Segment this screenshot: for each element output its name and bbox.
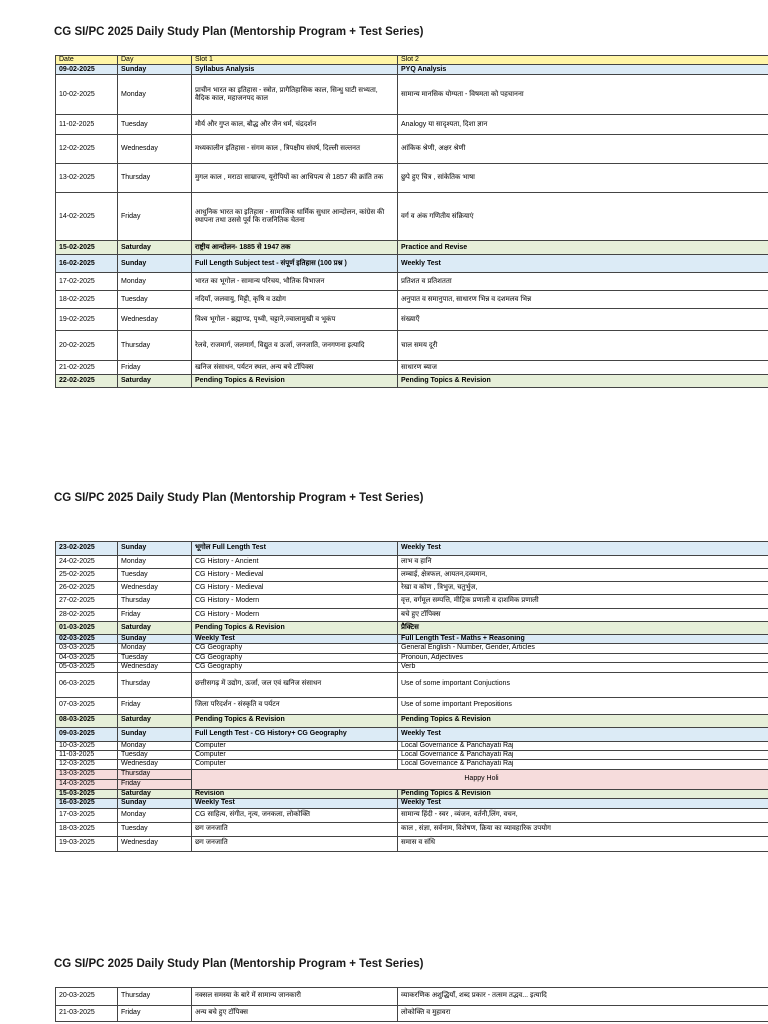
table-row <box>56 799 768 808</box>
row-slot2: Local Governance & Panchayati Raj <box>398 760 768 769</box>
page-title-1: CG SI/PC 2025 Daily Study Plan (Mentorship Program + Test Series) <box>54 26 424 38</box>
row-date: 05-03-2025 <box>56 663 118 672</box>
row-day: Thursday <box>118 595 192 609</box>
table-row <box>56 635 768 644</box>
table-row <box>56 595 768 609</box>
row-slot2: Pending Topics & Revision <box>398 789 768 798</box>
row-day: Wednesday <box>118 582 192 595</box>
table-row <box>56 672 768 697</box>
row-date: 20-03-2025 <box>56 988 118 1006</box>
row-slot2: रेखा व कोण , त्रिभुज, चतुर्भुज, <box>398 582 768 595</box>
row-day: Wednesday <box>118 663 192 672</box>
row-day: Tuesday <box>118 750 192 759</box>
row-slot2: व्याकरणिक अशुद्धियाँ, शब्द प्रकार - तत्सम तद्भव... इत्यादि <box>398 988 768 1006</box>
row-slot1: CG साहित्य, संगीत, नृत्य, जनकला, लोकोक्ति <box>192 808 398 822</box>
table-row <box>56 115 768 135</box>
row-day: Saturday <box>118 622 192 635</box>
row-slot2: प्रतिशत व प्रतिशतता <box>398 273 768 291</box>
row-slot1: Pending Topics & Revision <box>192 375 398 388</box>
row-slot2: वर्ग व अंक गणितीय संक्रियाएं <box>398 193 768 241</box>
row-slot1: CG Geography <box>192 653 398 662</box>
table-row <box>56 609 768 622</box>
row-day: Monday <box>118 273 192 291</box>
row-slot2: काल , संज्ञा, सर्वनाम, विशेषण, क्रिया का व्यावहारिक उपयोग <box>398 822 768 836</box>
table-row <box>56 375 768 388</box>
row-day: Tuesday <box>118 653 192 662</box>
holiday-cell: Happy Holi <box>192 769 768 789</box>
study-plan-table-1 <box>55 55 768 388</box>
row-day: Friday <box>118 609 192 622</box>
row-date: 22-02-2025 <box>56 375 118 388</box>
row-date: 13-03-2025 <box>56 769 118 779</box>
row-slot2: PYQ Analysis <box>398 65 768 75</box>
table-row <box>56 808 768 822</box>
row-slot1: अन्य बचे हुए टॉपिक्स <box>192 1006 398 1022</box>
table-row <box>56 750 768 759</box>
row-date: 12-03-2025 <box>56 760 118 769</box>
row-slot1: CG History - Modern <box>192 609 398 622</box>
table-row <box>56 569 768 582</box>
row-slot2: Weekly Test <box>398 727 768 741</box>
row-slot2: समास व संधि <box>398 836 768 851</box>
row-day: Saturday <box>118 789 192 798</box>
row-slot1: मुगल काल , मराठा साम्राज्य, यूरोपियों का आधिपत्य से 1857 की क्रांति तक <box>192 164 398 193</box>
row-date: 25-02-2025 <box>56 569 118 582</box>
row-day: Thursday <box>118 769 192 779</box>
study-plan-table-2 <box>55 541 768 852</box>
row-slot2: लम्बाई, क्षेत्रफल, आयतन,दव्यमान, <box>398 569 768 582</box>
row-slot2: Pending Topics & Revision <box>398 375 768 388</box>
row-day: Thursday <box>118 331 192 361</box>
table-row <box>56 255 768 273</box>
row-slot1: Weekly Test <box>192 799 398 808</box>
row-slot1: CG History - Medieval <box>192 582 398 595</box>
row-date: 28-02-2025 <box>56 609 118 622</box>
table-row <box>56 697 768 714</box>
table-row <box>56 193 768 241</box>
row-slot1: Pending Topics & Revision <box>192 622 398 635</box>
row-date: 14-02-2025 <box>56 193 118 241</box>
table-row <box>56 1006 768 1022</box>
row-slot1: छत्तीसगढ़ में उद्योग, ऊर्जा, जल एवं खनिज संसाधन <box>192 672 398 697</box>
row-slot1: नक्सल समस्या के बारे में सामान्य जानकारी <box>192 988 398 1006</box>
row-slot1: प्राचीन भारत का इतिहास - स्त्रोत, प्रागैतिहासिक काल, सिन्धु घाटी सभ्यता, वैदिक काल, महाजनपद काल <box>192 75 398 115</box>
row-slot1: Full Length Test - CG History+ CG Geography <box>192 727 398 741</box>
row-slot2: Weekly Test <box>398 542 768 556</box>
table-row <box>56 135 768 164</box>
row-slot1: Computer <box>192 760 398 769</box>
row-slot2: Pronoun, Adjectives <box>398 653 768 662</box>
table-header-row <box>56 56 768 65</box>
row-slot1: Revision <box>192 789 398 798</box>
row-date: 14-03-2025 <box>56 779 118 789</box>
row-day: Tuesday <box>118 569 192 582</box>
row-day: Saturday <box>118 375 192 388</box>
row-slot2: अनुपात व समानुपात, साधारण भिन्न व दशमलव भिन्न <box>398 291 768 309</box>
row-slot2: सामान्य हिंदी - स्वर , व्यंजन, वर्तनी,लिंग, वचन, <box>398 808 768 822</box>
row-slot2: वृत्त, वर्गमूल सम्पत्ति, मीट्रिक प्रणाली व दाशमिक प्रणाली <box>398 595 768 609</box>
row-slot1: आधुनिक भारत का इतिहास - सामाजिक धार्मिक सुधार आन्दोलन, कांग्रेस की स्थापना तथा उससे पूर्व कि राजनितिक चेतना <box>192 193 398 241</box>
table-row <box>56 331 768 361</box>
row-date: 17-02-2025 <box>56 273 118 291</box>
row-date: 12-02-2025 <box>56 135 118 164</box>
table-row <box>56 836 768 851</box>
header-slot1: Slot 1 <box>192 56 398 65</box>
header-slot2: Slot 2 <box>398 56 768 65</box>
row-date: 03-03-2025 <box>56 644 118 653</box>
row-slot1: मध्यकालीन इतिहास - संगम काल , त्रिपक्षीय संघर्ष, दिल्ली सल्तनत <box>192 135 398 164</box>
row-date: 07-03-2025 <box>56 697 118 714</box>
row-slot2: लोकोक्ति व मुहावरा <box>398 1006 768 1022</box>
row-slot1: मौर्य और गुप्त काल, बौद्ध और जैन धर्म, चंद्रदर्शन <box>192 115 398 135</box>
table-row <box>56 622 768 635</box>
table-row <box>56 988 768 1006</box>
row-date: 27-02-2025 <box>56 595 118 609</box>
table-row <box>56 65 768 75</box>
row-day: Thursday <box>118 672 192 697</box>
table-row <box>56 164 768 193</box>
row-slot1: भारत का भूगोल - सामान्य परिचय, भौतिक विभाजन <box>192 273 398 291</box>
row-slot2: प्रैक्टिस <box>398 622 768 635</box>
row-day: Monday <box>118 556 192 569</box>
row-slot1: राष्ट्रीय आन्दोलन- 1885 से 1947 तक <box>192 241 398 255</box>
row-slot2: Local Governance & Panchayati Raj <box>398 741 768 750</box>
table-row <box>56 75 768 115</box>
row-slot1: भूगोल Full Length Test <box>192 542 398 556</box>
row-date: 06-03-2025 <box>56 672 118 697</box>
row-date: 02-03-2025 <box>56 635 118 644</box>
table-row <box>56 727 768 741</box>
row-date: 04-03-2025 <box>56 653 118 662</box>
row-slot2: सामान्य मानसिक योग्यता - विषमता को पहचानना <box>398 75 768 115</box>
row-day: Tuesday <box>118 291 192 309</box>
row-slot2: छुपे हुए चित्र , सांकेतिक भाषा <box>398 164 768 193</box>
table-row <box>56 653 768 662</box>
row-slot2: Full Length Test - Maths + Reasoning <box>398 635 768 644</box>
row-day: Sunday <box>118 542 192 556</box>
table-row <box>56 556 768 569</box>
row-day: Saturday <box>118 241 192 255</box>
row-date: 09-03-2025 <box>56 727 118 741</box>
row-slot1: Pending Topics & Revision <box>192 714 398 727</box>
row-slot2: साधारण ब्याज <box>398 361 768 375</box>
table-row <box>56 789 768 798</box>
row-slot2: Use of some important Conjuctions <box>398 672 768 697</box>
row-slot1: जिला परिदर्शन - संस्कृति व पर्यटन <box>192 697 398 714</box>
table-row <box>56 309 768 331</box>
row-date: 09-02-2025 <box>56 65 118 75</box>
row-day: Monday <box>118 75 192 115</box>
header-day: Day <box>118 56 192 65</box>
row-date: 10-02-2025 <box>56 75 118 115</box>
row-slot1: Weekly Test <box>192 635 398 644</box>
row-date: 19-02-2025 <box>56 309 118 331</box>
row-slot2: General English - Number, Gender, Articles <box>398 644 768 653</box>
row-slot1: छग जनजाति <box>192 836 398 851</box>
row-slot2: आंकिक श्रेणी, अक्षर श्रेणी <box>398 135 768 164</box>
row-day: Wednesday <box>118 135 192 164</box>
row-day: Sunday <box>118 635 192 644</box>
row-slot2: लाभ व हानि <box>398 556 768 569</box>
table-row <box>56 273 768 291</box>
row-slot1: CG Geography <box>192 644 398 653</box>
row-date: 11-02-2025 <box>56 115 118 135</box>
row-date: 23-02-2025 <box>56 542 118 556</box>
row-slot1: Syllabus Analysis <box>192 65 398 75</box>
row-day: Wednesday <box>118 760 192 769</box>
page-title-3: CG SI/PC 2025 Daily Study Plan (Mentorship Program + Test Series) <box>54 958 424 970</box>
row-slot2: Local Governance & Panchayati Raj <box>398 750 768 759</box>
row-date: 21-03-2025 <box>56 1006 118 1022</box>
row-day: Friday <box>118 1006 192 1022</box>
row-date: 10-03-2025 <box>56 741 118 750</box>
row-day: Friday <box>118 779 192 789</box>
row-day: Thursday <box>118 988 192 1006</box>
row-day: Wednesday <box>118 309 192 331</box>
row-slot2: Verb <box>398 663 768 672</box>
row-slot2: चाल समय दूरी <box>398 331 768 361</box>
row-slot2: Weekly Test <box>398 799 768 808</box>
row-day: Monday <box>118 644 192 653</box>
table-row <box>56 760 768 769</box>
row-date: 01-03-2025 <box>56 622 118 635</box>
row-slot1: CG History - Modern <box>192 595 398 609</box>
row-day: Thursday <box>118 164 192 193</box>
row-date: 26-02-2025 <box>56 582 118 595</box>
row-slot2: Pending Topics & Revision <box>398 714 768 727</box>
row-slot1: Full Length Subject test - संपूर्ण इतिहास (100 प्रश्न ) <box>192 255 398 273</box>
table-row <box>56 822 768 836</box>
row-day: Sunday <box>118 727 192 741</box>
row-slot1: CG History - Ancient <box>192 556 398 569</box>
row-date: 15-02-2025 <box>56 241 118 255</box>
row-day: Saturday <box>118 714 192 727</box>
row-slot2: बचे हुए टॉपिक्स <box>398 609 768 622</box>
study-plan-table-3 <box>55 987 768 1022</box>
row-day: Sunday <box>118 65 192 75</box>
row-date: 18-03-2025 <box>56 822 118 836</box>
row-day: Wednesday <box>118 836 192 851</box>
row-slot1: रेलवे, राजमार्ग, जलमार्ग, विद्युत व ऊर्जा, जनजाति, जनगणना इत्यादि <box>192 331 398 361</box>
row-slot1: विश्व भूगोल - ब्रह्माण्ड, पृथ्वी, चट्टाने,ज्वालामुखी व भूकंप <box>192 309 398 331</box>
table-row <box>56 741 768 750</box>
row-day: Friday <box>118 193 192 241</box>
row-date: 21-02-2025 <box>56 361 118 375</box>
row-date: 17-03-2025 <box>56 808 118 822</box>
row-date: 16-02-2025 <box>56 255 118 273</box>
table-row <box>56 241 768 255</box>
page-title-2: CG SI/PC 2025 Daily Study Plan (Mentorship Program + Test Series) <box>54 492 424 504</box>
row-date: 20-02-2025 <box>56 331 118 361</box>
row-slot1: Computer <box>192 750 398 759</box>
header-date: Date <box>56 56 118 65</box>
row-slot1: छग जनजाति <box>192 822 398 836</box>
row-day: Tuesday <box>118 115 192 135</box>
row-slot1: खनिज संसाधन, पर्यटन स्थल, अन्य बचे टॉपिक्स <box>192 361 398 375</box>
row-slot2: Practice and Revise <box>398 241 768 255</box>
row-day: Monday <box>118 808 192 822</box>
row-date: 13-02-2025 <box>56 164 118 193</box>
row-date: 18-02-2025 <box>56 291 118 309</box>
table-row <box>56 663 768 672</box>
row-date: 24-02-2025 <box>56 556 118 569</box>
row-date: 16-03-2025 <box>56 799 118 808</box>
row-slot2: Use of some important Prepositions <box>398 697 768 714</box>
row-day: Friday <box>118 361 192 375</box>
row-day: Friday <box>118 697 192 714</box>
row-slot2: Weekly Test <box>398 255 768 273</box>
row-slot1: CG History - Medieval <box>192 569 398 582</box>
row-day: Monday <box>118 741 192 750</box>
table-row <box>56 542 768 556</box>
row-date: 19-03-2025 <box>56 836 118 851</box>
row-day: Sunday <box>118 255 192 273</box>
row-date: 15-03-2025 <box>56 789 118 798</box>
table-row <box>56 361 768 375</box>
table-row <box>56 644 768 653</box>
row-slot2: Analogy या सादृश्यता, दिशा ज्ञान <box>398 115 768 135</box>
row-day: Sunday <box>118 799 192 808</box>
row-date: 11-03-2025 <box>56 750 118 759</box>
table-row <box>56 714 768 727</box>
row-slot1: CG Geography <box>192 663 398 672</box>
row-slot2: संख्याएँ <box>398 309 768 331</box>
row-day: Tuesday <box>118 822 192 836</box>
table-row <box>56 291 768 309</box>
row-date: 08-03-2025 <box>56 714 118 727</box>
row-slot1: Computer <box>192 741 398 750</box>
table-row <box>56 582 768 595</box>
row-slot1: नदियाँ, जलवायु, मिट्टी, कृषि व उद्योग <box>192 291 398 309</box>
table-row-holiday <box>56 769 768 779</box>
